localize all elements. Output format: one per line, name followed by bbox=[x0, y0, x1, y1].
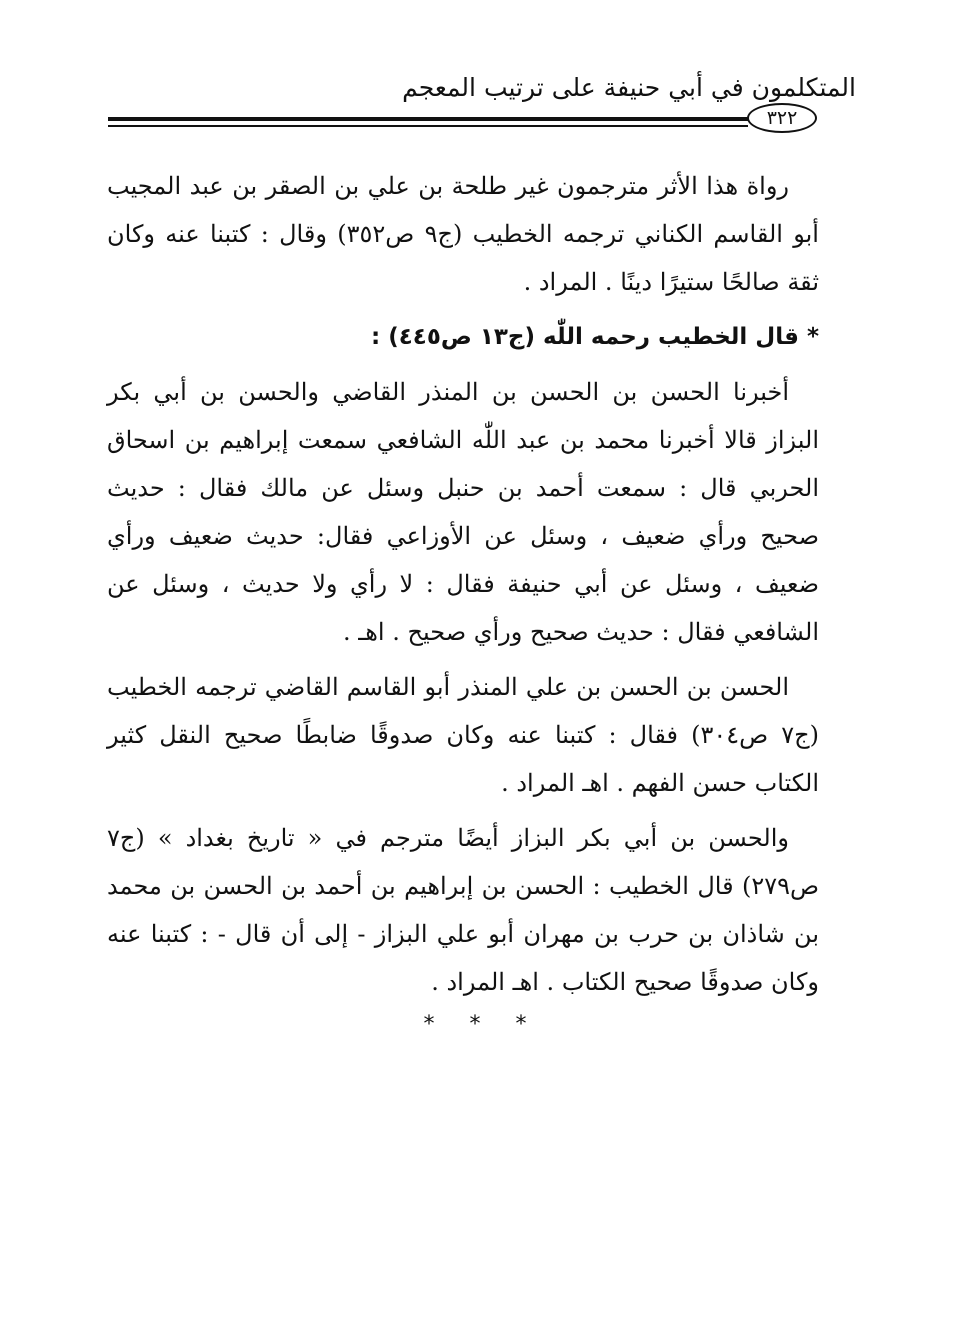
section-heading: * قال الخطيب رحمه اللّٰه (ج١٣ ص٤٤٥) : bbox=[371, 324, 819, 350]
body-text bbox=[107, 162, 819, 1013]
header-rule-thick bbox=[108, 117, 748, 121]
paragraph-4: والحسن بن أبي بكر البزاز أيضًا مترجم في « تاريخ بغداد » (ج٧ ص٢٧٩) قال الخطيب : الحسن بن إبراهيم بن أحمد بن الحسن بن محمد بن شاذان بن حرب بن مهران أبو علي البزاز - إلى أن قال - : كتبنا عنه وكان صدوقًا صحيح الكتاب . اهـ المراد . bbox=[107, 824, 819, 996]
running-title: المتكلمون في أبي حنيفة على ترتيب المعجم bbox=[402, 73, 856, 102]
paragraph-2: أخبرنا الحسن بن الحسن بن المنذر القاضي والحسن بن أبي بكر البزاز قالا أخبرنا محمد بن عبد اللّٰه الشافعي سمعت إبراهيم بن اسحاق الحربي قال : سمعت أحمد بن حنبل وسئل عن مالك فقال : حديث صحيح ورأي ضعيف ، وسئل عن الأوزاعي فقال: حديث ضعيف ورأي ضعيف ، وسئل عن أبي حنيفة فقال : لا رأي ولا حديث ، وسئل عن الشافعي فقال : حديث صحيح ورأي صحيح . اهـ . bbox=[107, 378, 820, 646]
page-number-badge: ٣٢٢ bbox=[747, 103, 817, 133]
paragraph-1: رواة هذا الأثر مترجمون غير طلحة بن علي بن الصقر بن عبد المجيب أبو القاسم الكناني ترجمه الخطيب (ج٩ ص٣٥٢) وقال : كتبنا عنه وكان ثقة صالحًا ستيرًا دينًا . المراد . bbox=[107, 172, 819, 296]
header-rule-thin bbox=[108, 125, 748, 127]
paragraph-3: الحسن بن الحسن بن علي المنذر أبو القاسم القاضي ترجمه الخطيب (ج٧ ص٣٠٤) فقال : كتبنا عنه وكان صدوقًا ضابطًا صحيح النقل كثير الكتاب حسن الفهم . اهـ المراد . bbox=[107, 673, 820, 797]
section-separator: * * * bbox=[423, 1012, 541, 1037]
